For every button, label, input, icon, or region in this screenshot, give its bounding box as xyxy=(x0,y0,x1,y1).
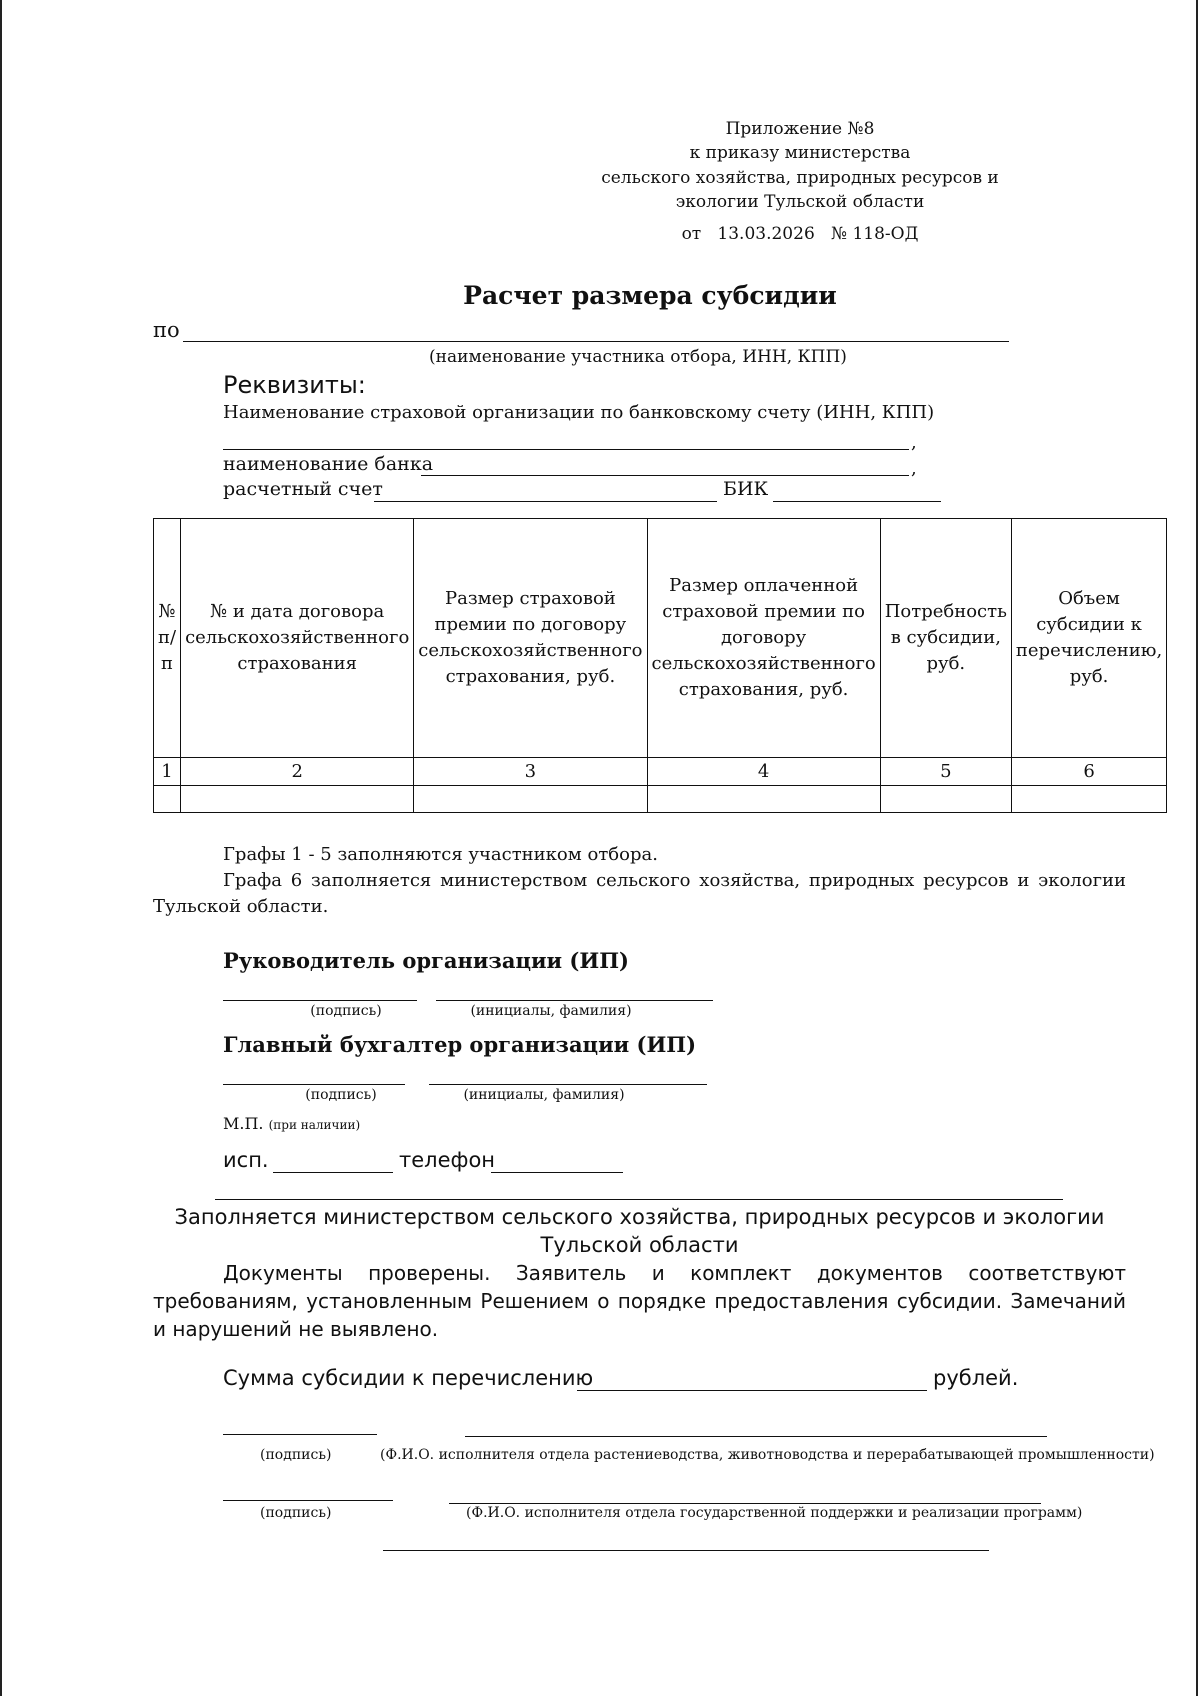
bank-underline[interactable] xyxy=(421,475,909,476)
col-header-6: Объем субсидии к перечислению, руб. xyxy=(1011,519,1166,758)
accountant-signature-caption: (подпись) xyxy=(305,1087,377,1103)
head-name-line[interactable] xyxy=(436,1000,713,1001)
head-signature-line[interactable] xyxy=(223,1000,417,1001)
annex-line-3: сельского хозяйства, природных ресурсов и xyxy=(601,168,999,188)
head-title: Руководитель организации (ИП) xyxy=(223,948,629,973)
col-number-6: 6 xyxy=(1011,758,1166,786)
po-label: по xyxy=(153,318,180,342)
sig2-signature-line[interactable] xyxy=(223,1500,393,1501)
sum-unit: рублей. xyxy=(933,1366,1019,1390)
insurer-label: Наименование страховой организации по банковскому счету (ИНН, КПП) xyxy=(223,402,935,423)
sig1-signature-line[interactable] xyxy=(223,1434,377,1435)
accountant-signature-line[interactable] xyxy=(223,1084,405,1085)
table-cell[interactable] xyxy=(647,786,880,813)
accountant-title: Главный бухгалтер организации (ИП) xyxy=(223,1032,697,1057)
executor-label: исп. xyxy=(223,1148,269,1172)
scan-right-edge xyxy=(1196,0,1198,1696)
subsidy-table xyxy=(153,518,1167,813)
bank-label: наименование банка xyxy=(223,453,434,475)
sum-label: Сумма субсидии к перечислению xyxy=(223,1366,594,1390)
col-header-4: Размер оплаченной страховой премии по договору сельскохозяйственного страхования, руб. xyxy=(647,519,880,758)
executor-underline[interactable] xyxy=(273,1172,393,1173)
order-date-number xyxy=(600,222,1000,246)
phone-label: телефон xyxy=(399,1148,496,1172)
po-underline[interactable] xyxy=(183,341,1009,342)
table-cell[interactable] xyxy=(880,786,1011,813)
order-number: № 118-ОД xyxy=(830,224,919,244)
sig1-name-line[interactable] xyxy=(465,1436,1047,1437)
note-2: Графа 6 заполняется министерством сельского хозяйства, природных ресурсов и экологии Тульской области. xyxy=(153,870,1126,917)
phone-underline[interactable] xyxy=(491,1172,623,1173)
table-cell[interactable] xyxy=(181,786,414,813)
sig1-caption: (подпись) xyxy=(260,1447,332,1463)
col-number-4: 4 xyxy=(647,758,880,786)
order-date: 13.03.2026 xyxy=(717,224,815,244)
scan-left-edge xyxy=(0,0,2,1696)
annex-line-4: экологии Тульской области xyxy=(675,192,925,212)
sig2-name-line[interactable] xyxy=(449,1503,1041,1504)
stamp-note: (при наличии) xyxy=(268,1118,361,1132)
col-header-5: Потребность в субсидии, руб. xyxy=(880,519,1011,758)
account-underline[interactable] xyxy=(374,501,717,502)
table-header-row xyxy=(154,519,1167,758)
table-row[interactable] xyxy=(154,786,1167,813)
col-header-1: № п/п xyxy=(154,519,181,758)
bik-underline[interactable] xyxy=(773,501,941,502)
insurer-underline[interactable] xyxy=(223,449,909,450)
section-divider xyxy=(215,1199,1063,1200)
account-label: расчетный счет xyxy=(223,478,383,500)
stamp-label: М.П. xyxy=(223,1114,264,1133)
documents-checked: Документы проверены. Заявитель и комплект документов соответствуют требованиям, установленным Решением о порядке предоставления субсидии. Замечаний и нарушений не выявлено. xyxy=(153,1261,1126,1341)
table-cell[interactable] xyxy=(154,786,181,813)
annex-line-1: Приложение №8 xyxy=(725,119,875,139)
table-cell[interactable] xyxy=(1011,786,1166,813)
head-name-caption: (инициалы, фамилия) xyxy=(470,1003,632,1019)
col-number-5: 5 xyxy=(880,758,1011,786)
bank-comma: , xyxy=(911,458,917,479)
sig2-caption: (подпись) xyxy=(260,1505,332,1521)
date-prefix: от xyxy=(681,224,702,244)
accountant-name-caption: (инициалы, фамилия) xyxy=(463,1087,625,1103)
accountant-name-line[interactable] xyxy=(429,1084,707,1085)
annex-line-2: к приказу министерства xyxy=(689,143,911,163)
note-1: Графы 1 - 5 заполняются участником отбора. xyxy=(223,844,658,865)
sig1-name: (Ф.И.О. исполнителя отдела растениеводства, животноводства и перерабатывающей промышленности) xyxy=(380,1447,1155,1463)
page-title: Расчет размера субсидии xyxy=(463,281,837,310)
col-header-2: № и дата договора сельскохозяйственного страхования xyxy=(181,519,414,758)
sig2-name: (Ф.И.О. исполнителя отдела государственной поддержки и реализации программ) xyxy=(466,1505,1083,1521)
head-signature-caption: (подпись) xyxy=(310,1003,382,1019)
ministry-heading: Заполняется министерством сельского хозяйства, природных ресурсов и экологии Тульской области xyxy=(174,1205,1105,1257)
requisites-heading: Реквизиты: xyxy=(223,371,366,399)
bik-label: БИК xyxy=(723,478,769,500)
sum-underline[interactable] xyxy=(577,1390,927,1391)
stamp-place xyxy=(223,1114,360,1133)
table-cell[interactable] xyxy=(414,786,647,813)
col-number-1: 1 xyxy=(154,758,181,786)
po-caption: (наименование участника отбора, ИНН, КПП) xyxy=(429,347,847,367)
col-number-3: 3 xyxy=(414,758,647,786)
col-header-3: Размер страховой премии по договору сельскохозяйственного страхования, руб. xyxy=(414,519,647,758)
table-number-row xyxy=(154,758,1167,786)
bottom-line xyxy=(383,1550,989,1551)
col-number-2: 2 xyxy=(181,758,414,786)
insurer-comma: , xyxy=(911,432,917,453)
